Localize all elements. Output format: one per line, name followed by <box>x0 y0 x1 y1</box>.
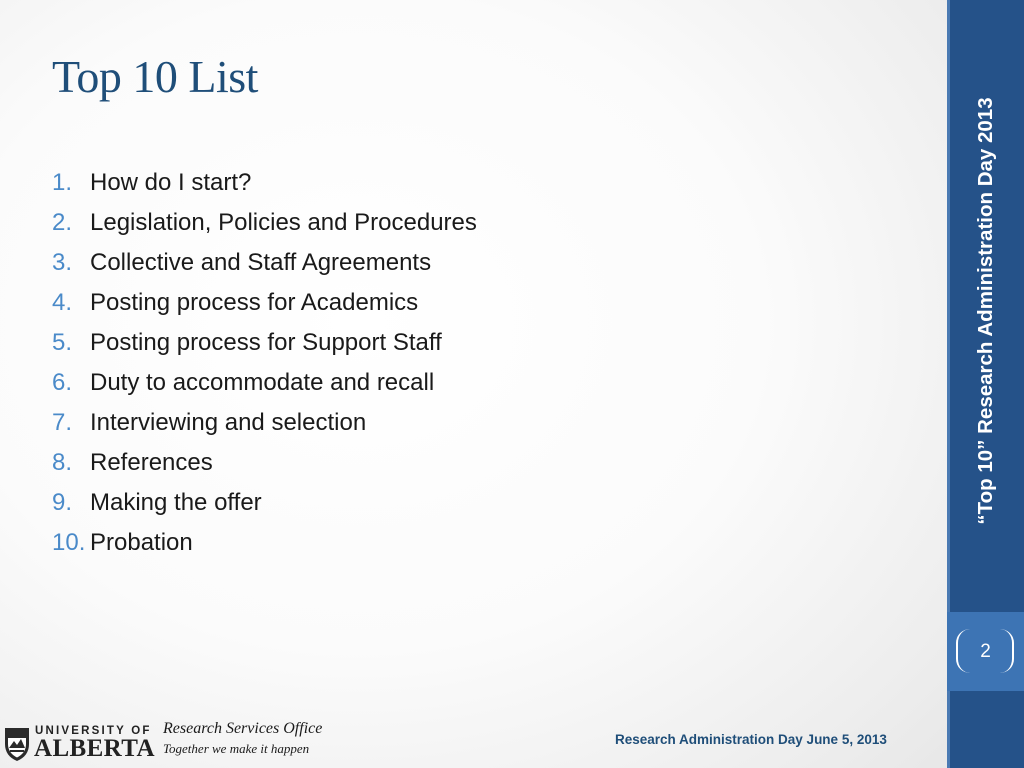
page-number-badge <box>947 612 1024 691</box>
item-text: References <box>90 449 213 476</box>
page-number: 2 <box>980 641 991 662</box>
office-name: Research Services Office <box>163 720 323 737</box>
item-number: 9. <box>52 489 73 516</box>
numbered-list <box>52 163 477 563</box>
list-item <box>52 243 477 283</box>
item-number: 3. <box>52 249 73 276</box>
list-item <box>52 323 477 363</box>
crest-icon <box>3 722 31 762</box>
slide-title: Top 10 List <box>52 51 258 102</box>
item-text: Posting process for Academics <box>90 289 419 316</box>
office-tagline: Together we make it happen <box>163 741 310 756</box>
sidebar <box>947 0 1024 768</box>
item-number: 5. <box>52 329 73 356</box>
list-item <box>52 443 477 483</box>
item-number: 1. <box>52 169 73 196</box>
item-text: Duty to accommodate and recall <box>90 369 435 396</box>
item-text: Posting process for Support Staff <box>90 329 442 356</box>
item-number: 6. <box>52 369 73 396</box>
item-number: 8. <box>52 449 73 476</box>
item-text: Collective and Staff Agreements <box>90 249 432 276</box>
item-text: Probation <box>90 529 193 556</box>
item-number: 4. <box>52 289 73 316</box>
item-text: Making the offer <box>90 489 262 516</box>
logo-alberta: ALBERTA <box>34 735 155 762</box>
list-item <box>52 203 477 243</box>
university-logo <box>3 722 153 764</box>
list-item <box>52 403 477 443</box>
item-text: How do I start? <box>90 169 252 196</box>
item-number: 2. <box>52 209 73 236</box>
list-item <box>52 523 477 563</box>
item-text: Legislation, Policies and Procedures <box>90 209 477 236</box>
item-number: 7. <box>52 409 73 436</box>
footer-event-date: Research Administration Day June 5, 2013 <box>615 732 887 747</box>
item-text: Interviewing and selection <box>90 409 367 436</box>
list-item <box>52 163 477 203</box>
list-item <box>52 483 477 523</box>
list-item <box>52 363 477 403</box>
list-item <box>52 283 477 323</box>
logo-university-of: UNIVERSITY OF <box>35 725 152 737</box>
sidebar-title: “Top 10” Research Administration Day 2013 <box>973 97 997 525</box>
item-number: 10. <box>52 529 86 556</box>
